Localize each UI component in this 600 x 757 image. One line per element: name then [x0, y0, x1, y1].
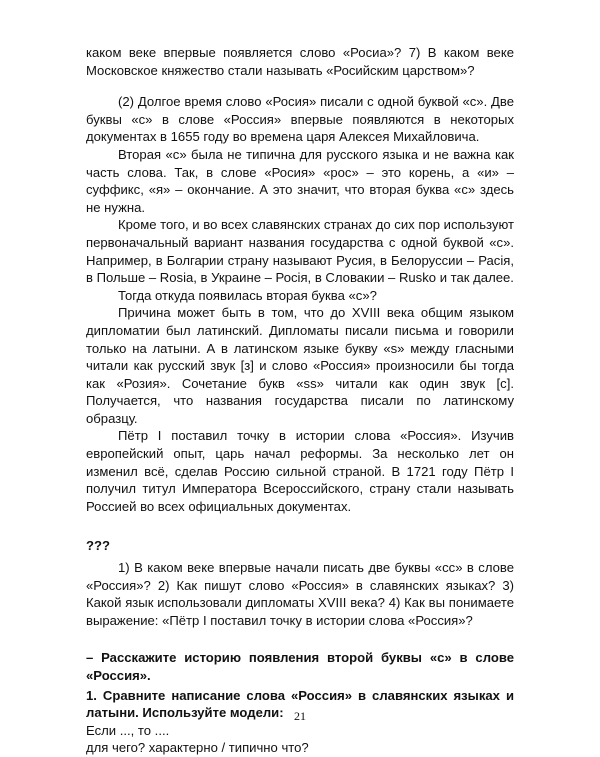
model-line-2: для чего? характерно / типично что?: [86, 740, 309, 756]
section-2-paragraph-2: Вторая «с» была не типична для русского языка и не важна как часть слова. Так, в слове «Росия» «рос» – это корень, а «и» – суффикс, «я» – окончание. А это значит, что вторая буква «с» здесь не нужна.: [86, 146, 514, 215]
section-2-paragraph-5: Причина может быть в том, что до XVIII века общим языком дипломатии был латинский. Дипломаты писали письма и говорили только на латыни. А в латинском языке букву «s» между гласными читали как русский звук [з] и слово «Россия» произносили бы тогда как «Розия». Сочетание букв «ss» читали как один звук [с]. Получается, что названия государства писали по латинскому образцу.: [86, 305, 514, 426]
section-2-paragraph-3: Кроме того, и во всех славянских странах до сих пор используют первоначальный вариант названия государства с одной буквой «с». Например, в Болгарии страну называют Русия, в Белоруссии – Расія, в Польше – Rosia, в Украине – Росія, в Словакии – Rusko и так далее.: [86, 217, 514, 286]
task-2-compare: 1. Сравните написание слова «Россия» в славянских языках и латыни. Используйте модели:: [86, 687, 514, 721]
page-number: 21: [294, 709, 306, 723]
task-1-retell: – Расскажите историю появления второй буквы «с» в слове «Россия».: [86, 650, 514, 683]
intro-paragraph: каком веке впервые появляется слово «Росиа»? 7) В каком веке Московское княжество стали называть «Росийским царством»?: [86, 45, 514, 78]
questions-heading: ???: [86, 538, 110, 554]
section-2-paragraph-4: Тогда откуда появилась вторая буква «с»?: [118, 287, 377, 303]
questions-paragraph: 1) В каком веке впервые начали писать две буквы «сс» в слове «Россия»? 2) Как пишут слово «Россия» в славянских языках? 3) Какой язык использовали дипломаты XVIII века? 4) Как вы понимаете выражение: «Пётр I поставил точку в истории слова «Россия»?: [86, 560, 514, 628]
section-2-paragraph-6: Пётр I поставил точку в истории слова «Россия». Изучив европейский опыт, царь начал реформы. За несколько лет он изменил всё, сделав Россию сильной страной. В 1721 году Пётр I получил титул Императора Всероссийского, страну стали называть Россией во всех официальных документах.: [86, 428, 514, 514]
section-2-paragraph-1: (2) Долгое время слово «Росия» писали с одной буквой «с». Две буквы «с» в слове «Россия» впервые появляются в некоторых документах в 1655 году во времена царя Алексея Михайловича.: [86, 94, 514, 145]
model-line-1: Если ..., то ....: [86, 722, 170, 738]
